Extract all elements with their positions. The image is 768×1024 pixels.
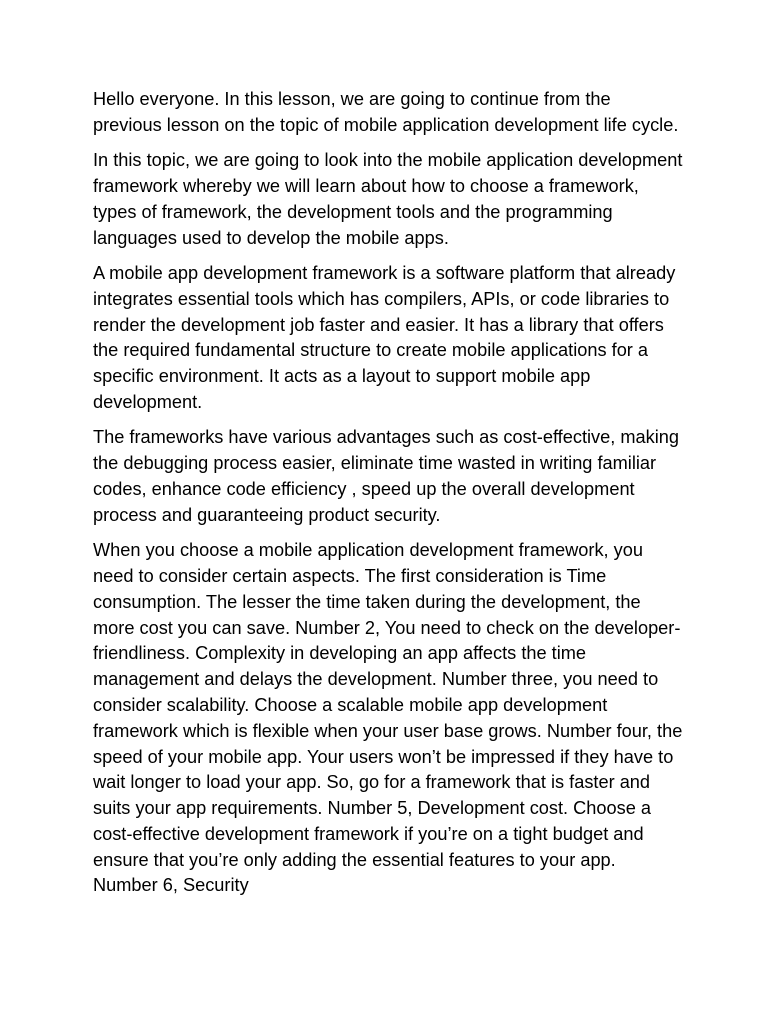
paragraph-topic: In this topic, we are going to look into the mobile application development framework whereby we will learn about how to choose a framework, types of framework, the development tools and the programming languages used to develop the mobile apps.: [93, 150, 683, 248]
paragraph-intro: Hello everyone. In this lesson, we are going to continue from the previous lesson on the topic of mobile application development life cycle.: [93, 89, 679, 135]
paragraph-advantages: The frameworks have various advantages such as cost-effective, making the debugging process easier, eliminate time wasted in writing familiar codes, enhance code efficiency , speed up the overall development process and guaranteeing product security.: [93, 427, 679, 525]
paragraph-definition: A mobile app development framework is a software platform that already integrates essential tools which has compilers, APIs, or code libraries to render the development job faster and easier. It has a library that offers the required fundamental structure to create mobile applications for a specific environment. It acts as a layout to support mobile app development.: [93, 262, 676, 412]
document-body: [93, 87, 683, 909]
paragraph-considerations: When you choose a mobile application development framework, you need to consider certain aspects. The first consideration is Time consumption. The lesser the time taken during the development, the more cost you can save. Number 2, You need to check on the developer-friendliness. Complexity in developing an app affects the time management and delays the development. Number three, you need to consider scalability. Choose a scalable mobile app development framework which is flexible when your user base grows. Number four, the speed of your mobile app. Your users won’t be impressed if they have to wait longer to load your app. So, go for a framework that is faster and suits your app requirements. Number 5, Development cost. Choose a cost-effective development framework if you’re on a tight budget and ensure that you’re only adding the essential features to your app. Number 6, Security: [93, 540, 683, 896]
